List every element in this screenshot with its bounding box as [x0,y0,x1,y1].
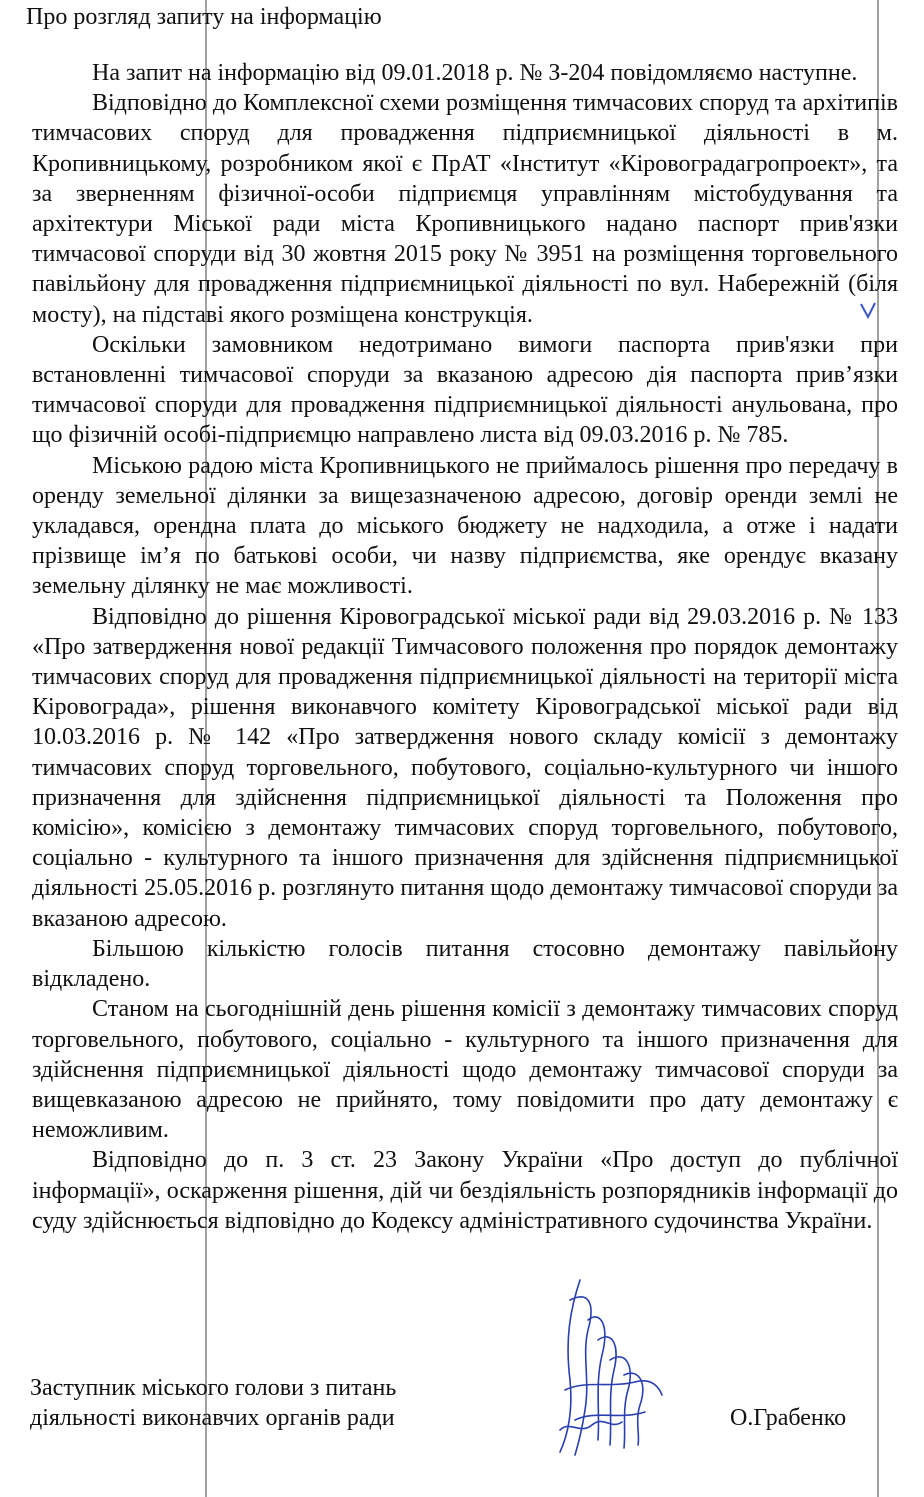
letter-body [32,58,898,1236]
paragraph: Міською радою міста Кропивницького не приймалось рішення про передачу в оренду земельної ділянки за вищезазначеною адресою, договір оренди землі не укладався, орендна плата до міського бюджету не надходила, а отже і надати прізвище ім’я по батькові особи, чи назву підприємства, яке орендує вказану земельну ділянку не має можливості. [32,452,898,600]
signer-title-line: діяльності виконавчих органів ради [30,1405,395,1431]
paragraph: Більшою кількістю голосів питання стосовно демонтажу павільйону відкладено. [32,935,898,993]
paragraph: Відповідно до Комплексної схеми розміщення тимчасових споруд та архітипів тимчасових споруд для провадження підприємницької діяльності в м. Кропивницькому, розробником якої є ПрАТ «Інститут «Кіровоградагропроект», та за зверненням фізичної-особи підприємця управлінням містобудування та архітектури Міської ради міста Кропивницького надано паспорт прив'язки тимчасової споруди від 30 жовтня 2015 року № 3951 на розміщення торговельного павільйону для провадження підприємницької діяльності по вул. Набережній (біля мосту), на підставі якого розміщена конструкція. [32,90,898,328]
paragraph: Оскільки замовником недотримано вимоги паспорта прив'язки при встановленні тимчасової споруди за вказаною адресою дія паспорта прив’язки тимчасової споруди для провадження підприємницької діяльності анульована, про що фізичній особі-підприємцю направлено листа від 09.03.2016 р. № 785. [32,331,898,449]
letter-subject: Про розгляд запиту на інформацію [26,4,382,30]
paragraph: Станом на сьогоднішній день рішення комісії з демонтажу тимчасових споруд торговельного, побутового, соціально - культурного та іншого призначення для здійснення підприємницької діяльності щодо демонтажу тимчасової споруди за вищевказаною адресою не прийнято, тому повідомити про дату демонтажу є неможливим. [32,996,898,1144]
paragraph: Відповідно до рішення Кіровоградської міської ради від 29.03.2016 р. № 133 «Про затвердження нової редакції Тимчасового положення про порядок демонтажу тимчасових споруд для провадження підприємницької діяльності на території міста Кіровограда», рішення виконавчого комітету Кіровоградської міської ради від 10.03.2016 р. № 142 «Про затвердження нового складу комісії з демонтажу тимчасових споруд торговельного, побутового, соціально-культурного чи іншого призначення для здійснення підприємницької діяльності та Положення про комісію», комісією з демонтажу тимчасових споруд торговельного, побутового, соціально - культурного та іншого призначення для здійснення підприємницької діяльності 25.05.2016 р. розглянуто питання щодо демонтажу тимчасової споруди за вказаною адресою. [32,603,898,932]
handwritten-signature [540,1270,670,1460]
signer-title-line: Заступник міського голови з питань [30,1375,397,1401]
paragraph: На запит на інформацію від 09.01.2018 р. № З-204 повідомляємо наступне. [92,60,858,86]
signer-name: О.Грабенко [730,1405,847,1431]
paragraph: Відповідно до п. 3 ст. 23 Закону України «Про доступ до публічної інформації», оскарження рішення, дій чи бездіяльність розпорядників інформації до суду здійснюється відповідно до Кодексу адміністративного судочинства України. [32,1147,898,1234]
check-mark-icon [860,302,876,320]
signer-title [30,1373,396,1433]
